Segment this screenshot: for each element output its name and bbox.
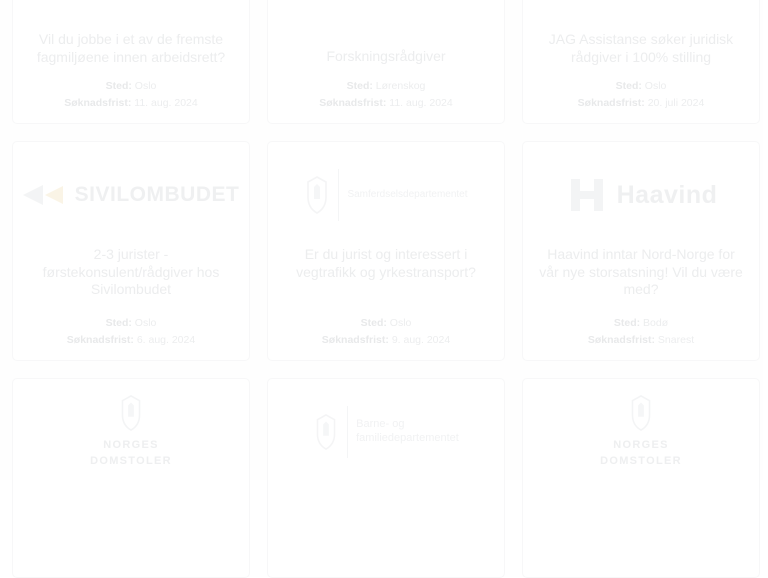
employer-name: Samferdselsdepartementet xyxy=(347,188,468,200)
location-value: Oslo xyxy=(134,80,157,92)
deadline-value: Snarest xyxy=(657,334,695,346)
job-card[interactable] xyxy=(522,378,760,578)
employer-logo-area xyxy=(27,389,235,475)
job-location xyxy=(347,80,426,92)
location-value: Lørenskog xyxy=(375,80,426,92)
job-title: 2-3 jurister - førstekonsulent/rådgiver hos Sivilombudet xyxy=(42,246,220,297)
deadline-value: 20. juli 2024 xyxy=(647,97,705,109)
location-value: Oslo xyxy=(134,317,157,329)
employer-logo-area xyxy=(27,152,240,238)
location-value: Bodø xyxy=(643,317,669,329)
location-label: Sted: xyxy=(105,317,132,329)
logo-divider xyxy=(347,406,348,458)
deadline-value: 11. aug. 2024 xyxy=(134,97,198,109)
norwegian-lion-crest-icon xyxy=(313,413,339,451)
employer-logo-area xyxy=(282,389,490,475)
job-deadline xyxy=(322,334,450,346)
job-card[interactable] xyxy=(267,141,505,361)
location-value: Oslo xyxy=(389,317,412,329)
job-card[interactable] xyxy=(267,378,505,578)
employer-logo-area xyxy=(537,389,745,475)
employer-logo-area xyxy=(282,152,490,238)
deadline-value: 11. aug. 2024 xyxy=(389,97,453,109)
sivilombudet-mark-icon xyxy=(23,182,67,208)
job-deadline xyxy=(578,97,705,109)
logo-divider xyxy=(338,169,339,221)
job-location xyxy=(106,80,157,92)
job-location xyxy=(616,80,667,92)
job-card[interactable] xyxy=(12,141,250,361)
job-title: Forskningsrådgiver xyxy=(326,48,446,64)
employer-name: NORGES DOMSTOLER xyxy=(90,439,172,467)
norwegian-lion-crest-icon xyxy=(304,175,330,215)
employer-name: SIVILOMBUDET xyxy=(74,183,240,206)
location-label: Sted: xyxy=(105,80,132,92)
location-label: Sted: xyxy=(360,317,387,329)
deadline-value: 6. aug. 2024 xyxy=(136,334,196,346)
haavind-mark-icon xyxy=(565,175,609,215)
norwegian-lion-crest-icon xyxy=(628,394,654,432)
job-card[interactable] xyxy=(522,0,760,124)
job-card[interactable] xyxy=(12,378,250,578)
deadline-label: Søknadsfrist: xyxy=(66,334,134,346)
job-location xyxy=(614,317,668,329)
deadline-label: Søknadsfrist: xyxy=(321,334,389,346)
job-deadline xyxy=(588,334,694,346)
location-label: Sted: xyxy=(346,80,373,92)
job-title: Er du jurist og interessert i vegtrafikk og yrkestransport? xyxy=(296,246,476,280)
deadline-label: Søknadsfrist: xyxy=(587,334,655,346)
location-label: Sted: xyxy=(615,80,642,92)
deadline-label: Søknadsfrist: xyxy=(64,97,132,109)
location-value: Oslo xyxy=(644,80,667,92)
employer-name: Haavind xyxy=(616,180,718,209)
location-label: Sted: xyxy=(613,317,641,329)
job-title: Haavind inntar Nord-Norge for vår nye storsatsning! Vil du være med? xyxy=(539,246,743,297)
job-card[interactable] xyxy=(522,141,760,361)
job-card[interactable] xyxy=(267,0,505,124)
job-title: Vil du jobbe i et av de fremste fagmiljøene innen arbeidsrett? xyxy=(36,31,226,65)
job-location xyxy=(106,317,157,329)
norwegian-lion-crest-icon xyxy=(118,394,144,432)
job-title: JAG Assistanse søker juridisk rådgiver i 100% stilling xyxy=(548,31,734,65)
employer-logo-area xyxy=(537,152,745,238)
job-deadline xyxy=(319,97,452,109)
deadline-label: Søknadsfrist: xyxy=(577,97,645,109)
employer-name: Barne- og familiedepartementet xyxy=(356,418,459,444)
job-deadline xyxy=(64,97,197,109)
job-card[interactable] xyxy=(12,0,250,124)
deadline-value: 9. aug. 2024 xyxy=(391,334,451,346)
job-location xyxy=(361,317,412,329)
employer-name: NORGES DOMSTOLER xyxy=(600,439,682,467)
deadline-label: Søknadsfrist: xyxy=(319,97,387,109)
job-deadline xyxy=(67,334,195,346)
